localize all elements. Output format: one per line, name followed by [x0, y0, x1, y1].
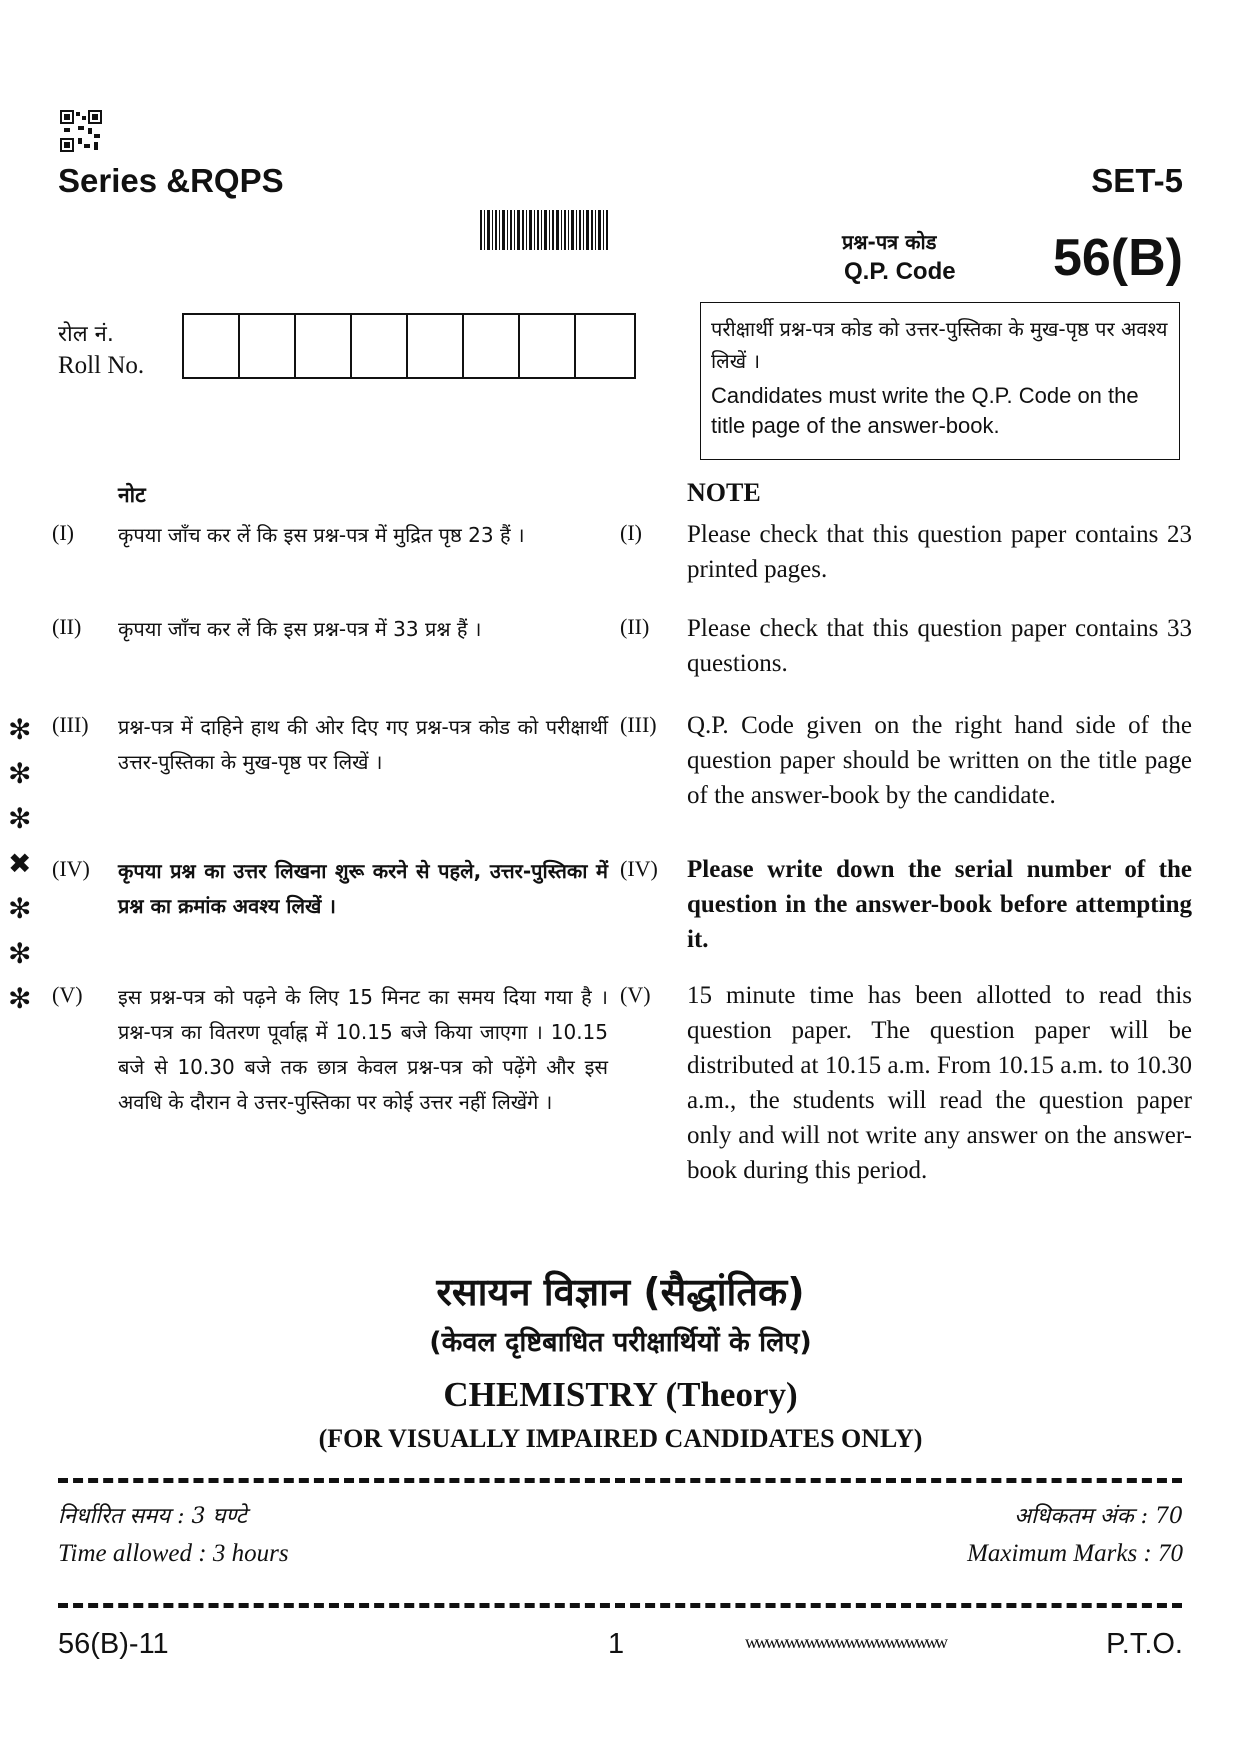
subject-subtitle-english: (FOR VISUALLY IMPAIRED CANDIDATES ONLY) [318, 1424, 923, 1453]
time-allowed-hindi: निर्धारित समय : 3 घण्टे [58, 1504, 247, 1529]
note-number-hindi: (V) [52, 982, 83, 1007]
dashed-divider [58, 1478, 1182, 1483]
note-text-hindi: इस प्रश्न-पत्र को पढ़ने के लिए 15 मिनट का समय दिया गया है । प्रश्न-पत्र का वितरण पूर्वाह्न में 10.15 बजे किया जाएगा । 10.15 बजे से 10.30 बजे तक छात्र केवल प्रश्न-पत्र को पढ़ेंगे और इस अवधि के दौरान वे उत्तर-पुस्तिका पर कोई उत्तर नहीं लिखेंगे । [118, 985, 608, 1114]
footer-wave-mark: wwwwwwwwwwwwwwwwwwww [745, 1632, 945, 1652]
note-number-english: (V) [620, 982, 651, 1007]
roll-label-hindi: रोल नं. [58, 322, 114, 347]
roll-digit-box[interactable] [576, 315, 634, 377]
margin-asterisk-icon: ✻ [8, 892, 32, 925]
subject-title-english: CHEMISTRY (Theory) [443, 1375, 798, 1414]
qp-code-label-hindi: प्रश्न-पत्र कोड [842, 230, 937, 254]
set-label: SET-5 [1091, 162, 1183, 199]
note-text-hindi: कृपया जाँच कर लें कि इस प्रश्न-पत्र में 33 प्रश्न हैं । [118, 617, 482, 641]
margin-asterisk-icon: ✻ [8, 757, 32, 790]
subject-title-hindi: रसायन विज्ञान (सैद्धांतिक) [436, 1270, 805, 1314]
note-number-english: (I) [620, 520, 642, 545]
note-text-english: 15 minute time has been allotted to read this question paper. The question paper will be distributed at 10.15 a.m. From 10.15 a.m. to 10.30 a.m., the students will read the question paper only and will not write any answer on the answer-book during this period. [687, 982, 1192, 1184]
margin-asterisk-icon: ✻ [8, 937, 32, 970]
notice-english: Candidates must write the Q.P. Code on the title page of the answer-book. [711, 383, 1139, 438]
margin-asterisk-icon: ✻ [8, 802, 32, 835]
note-heading-hindi: नोट [118, 483, 146, 507]
footer-page-number: 1 [608, 1628, 625, 1660]
note-number-hindi: (IV) [52, 856, 90, 881]
roll-digit-box[interactable] [464, 315, 520, 377]
notice-hindi: परीक्षार्थी प्रश्न-पत्र कोड को उत्तर-पुस्तिका के मुख-पृष्ठ पर अवश्य लिखें । [711, 317, 1168, 373]
note-number-english: (III) [620, 712, 657, 737]
footer-pto: P.T.O. [1106, 1628, 1183, 1660]
note-text-hindi: कृपया प्रश्न का उत्तर लिखना शुरू करने से पहले, उत्तर-पुस्तिका में प्रश्न का क्रमांक अवश्य लिखें । [118, 859, 608, 918]
note-number-hindi: (I) [52, 520, 74, 545]
roll-digit-box[interactable] [184, 315, 240, 377]
qp-code-value: 56(B) [1052, 229, 1183, 287]
qp-code-label-english: Q.P. Code [844, 258, 956, 285]
time-allowed-english: Time allowed : 3 hours [58, 1540, 289, 1567]
roll-digit-box[interactable] [240, 315, 296, 377]
roll-digit-box[interactable] [296, 315, 352, 377]
note-number-hindi: (III) [52, 712, 89, 737]
note-text-english: Please check that this question paper contains 23 printed pages. [687, 521, 1192, 583]
footer-paper-code: 56(B)-11 [58, 1628, 169, 1660]
note-text-english: Please write down the serial number of the question in the answer-book before attempting it. [687, 856, 1192, 953]
roll-number-boxes[interactable] [182, 313, 636, 379]
margin-asterisk-icon: ✻ [8, 982, 32, 1015]
roll-label-english: Roll No. [58, 352, 145, 379]
note-number-english: (IV) [620, 856, 658, 881]
note-text-hindi: प्रश्न-पत्र में दाहिने हाथ की ओर दिए गए प्रश्न-पत्र कोड को परीक्षार्थी उत्तर-पुस्तिका के मुख-पृष्ठ पर लिखें । [118, 715, 608, 774]
note-text-hindi: कृपया जाँच कर लें कि इस प्रश्न-पत्र में मुद्रित पृष्ठ 23 हैं । [118, 523, 525, 547]
note-number-hindi: (II) [52, 614, 82, 639]
margin-asterisk-icon: ✻ [8, 713, 32, 746]
barcode [480, 210, 610, 250]
max-marks-hindi: अधिकतम अंक : 70 [1014, 1504, 1183, 1529]
note-text-english: Please check that this question paper contains 33 questions. [687, 615, 1192, 677]
roll-digit-box[interactable] [352, 315, 408, 377]
margin-cross-icon: ✖ [8, 847, 32, 880]
subject-subtitle-hindi: (केवल दृष्टिबाधित परीक्षार्थियों के लिए) [429, 1327, 812, 1358]
roll-digit-box[interactable] [408, 315, 464, 377]
note-number-english: (II) [620, 614, 650, 639]
qp-code-notice-box [700, 302, 1180, 460]
series-label: Series &RQPS [58, 162, 284, 199]
qr-code [60, 110, 102, 152]
note-text-english: Q.P. Code given on the right hand side of the question paper should be written on the title page of the answer-book by the candidate. [687, 712, 1192, 809]
dashed-divider [58, 1603, 1182, 1608]
roll-digit-box[interactable] [520, 315, 576, 377]
max-marks-english: Maximum Marks : 70 [967, 1540, 1183, 1567]
note-heading-english: NOTE [687, 478, 761, 507]
